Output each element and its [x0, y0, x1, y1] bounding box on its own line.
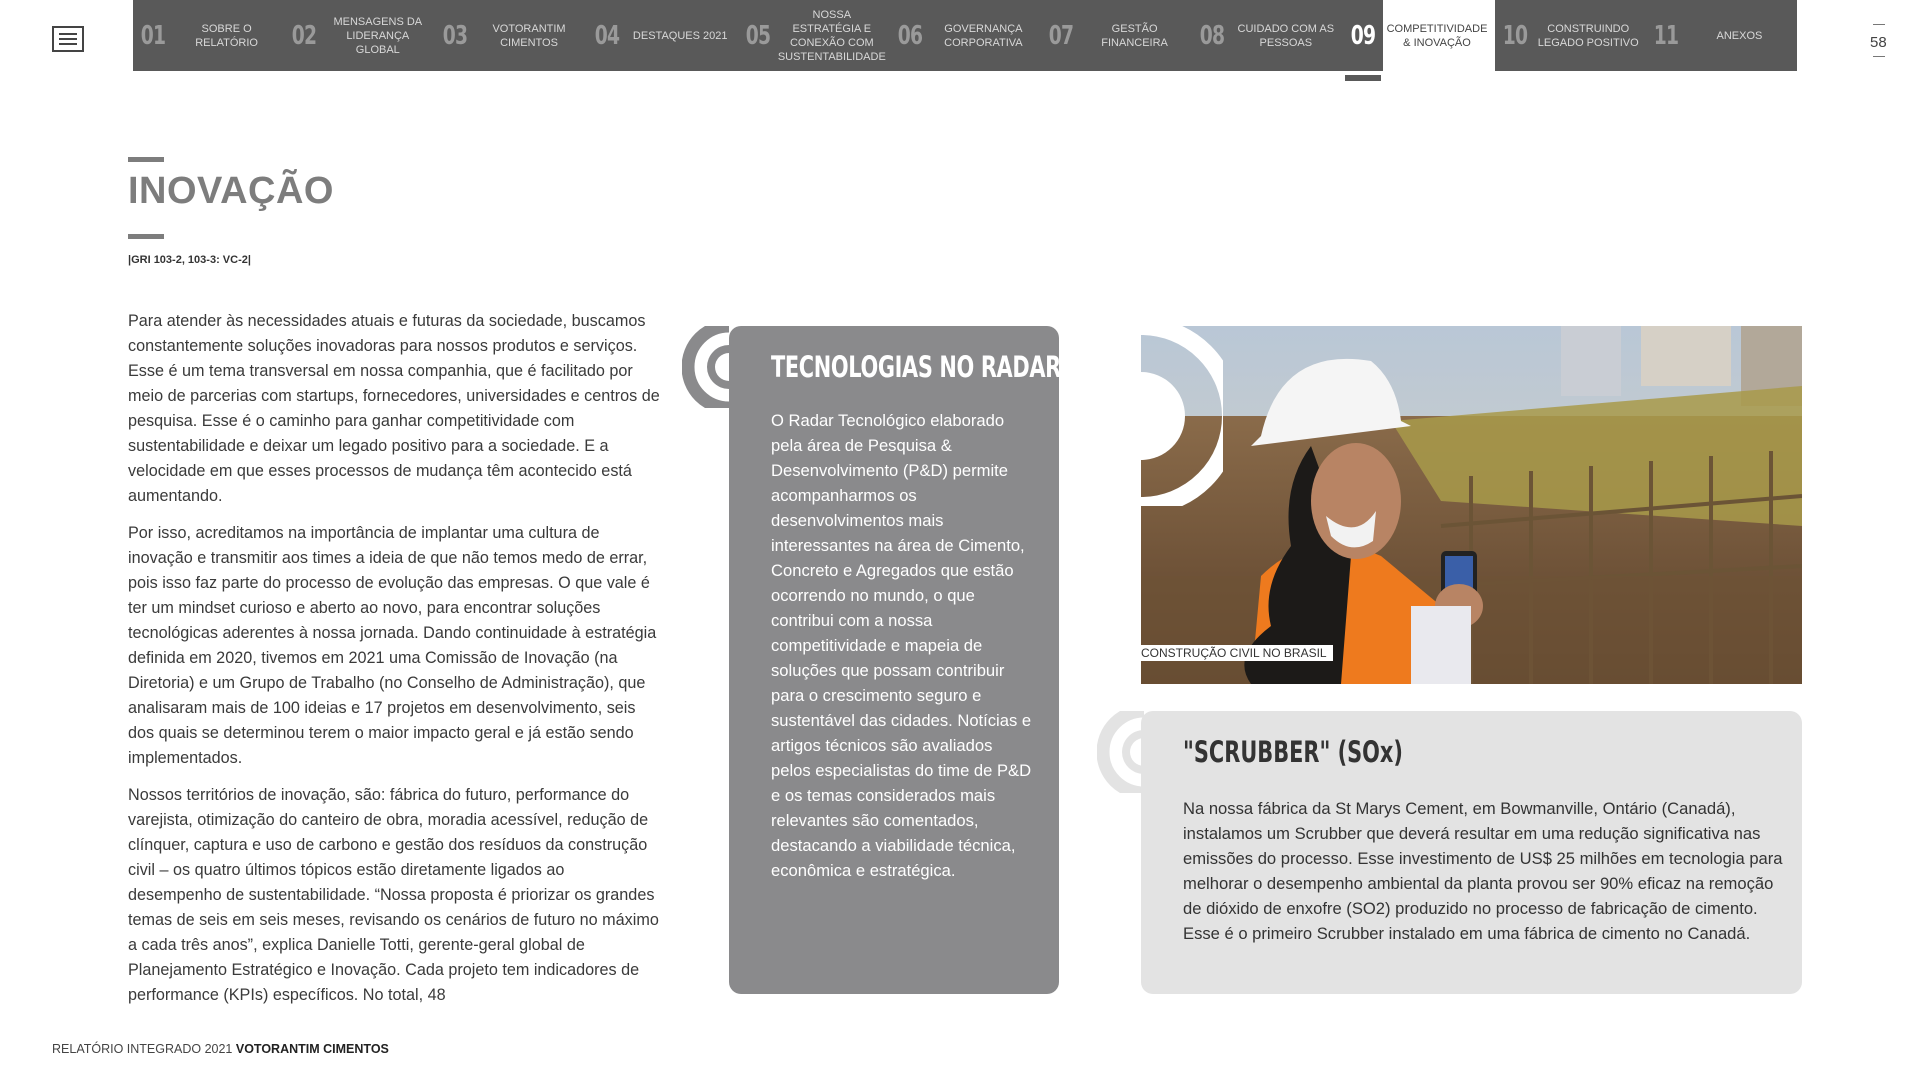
footer: [52, 1042, 389, 1056]
divider: [1873, 24, 1885, 25]
nav-number: 10: [1502, 20, 1527, 51]
nav-label: CUIDADO COM AS PESSOAS: [1237, 22, 1335, 49]
heading-rule: [128, 234, 164, 239]
photo-circle-icon: [1141, 326, 1223, 506]
footer-company: VOTORANTIM CIMENTOS: [235, 1042, 389, 1056]
divider: [1873, 56, 1885, 57]
gri-reference: |GRI 103-2, 103-3: VC-2|: [128, 254, 251, 266]
nav-item-03[interactable]: [435, 0, 586, 71]
sidebar-text: O Radar Tecnológico elaborado pela área de Pesquisa & Desenvolvimento (P&D) permite acompanharmos os desenvolvimentos mais interessantes na área de Cimento, Concreto e Agregados que estão ocorrendo no mundo, o que contribui com a nossa competitividade e mapeia de soluções que possam contribuir para o crescimento seguro e sustentável das cidades. Notícias e artigos técnicos são avaliados pelos especialistas do time de P&D e os temas considerados mais relevantes são comentados, destacando a viabilidade técnica, econômica e estratégica.: [771, 411, 1032, 880]
scrubber-text: Na nossa fábrica da St Marys Cement, em Bowmanville, Ontário (Canadá), instalamos um Scrubber que deverá resultar em uma redução significativa nas emissões do processo. Esse investimento de US$ 25 milhões em tecnologia para melhorar o desempenho ambiental da planta provou ser 90% eficaz na remoção de dióxido de enxofre (SO2) produzido no processo de fabricação de cimento. Esse é o primeiro Scrubber instalado em uma fábrica de cimento no Canadá.: [1183, 799, 1783, 943]
scrubber-box: [1141, 711, 1802, 994]
paragraph: Por isso, acreditamos na importância de implantar uma cultura de inovação e transmitir aos times a ideia de que não temos medo de errar, pois isso faz parte do processo de evolução das empresas. O que vale é ter um mindset curioso e aberto ao novo, para encontrar soluções tecnológicas aderentes à nossa jornada. Dando continuidade à estratégia definida em 2020, tivemos em 2021 uma Comissão de Inovação (na Diretoria) e um Grupo de Trabalho (no Conselho de Administração), que analisaram mais de 100 ideias e 17 projetos em desenvolvimento, seis dos quais se determinou terem o maior impacto geral e já estão sendo implementados.: [128, 524, 657, 767]
footer-report: RELATÓRIO INTEGRADO 2021: [52, 1042, 233, 1056]
nav-item-04[interactable]: [587, 0, 738, 71]
paragraph: Para atender às necessidades atuais e futuras da sociedade, buscamos constantemente soluções inovadoras para nossos produtos e serviços. Esse é um tema transversal em nossa companhia, que é facilitado por meio de parcerias com startups, fornecedores, universidades e centros de pesquisa. Esse é o caminho para ganhar competitividade com sustentabilidade e deixar um legado positivo para a sociedade. E a velocidade em que esses processos de mudança têm acontecido está aumentando.: [128, 312, 660, 505]
nav-label: MENSAGENS DA LIDERANÇA GLOBAL: [333, 15, 423, 56]
nav-label: SOBRE O RELATÓRIO: [195, 22, 258, 49]
nav-label: DESTAQUES 2021: [632, 29, 728, 42]
nav-item-08[interactable]: [1192, 0, 1343, 71]
nav-label: CONSTRUINDO LEGADO POSITIVO: [1537, 22, 1639, 49]
radar-sidebar: [729, 326, 1059, 994]
nav-label: GESTÃO FINANCEIRA: [1101, 22, 1168, 49]
nav-label: GOVERNANÇA CORPORATIVA: [944, 22, 1023, 49]
nav-label: COMPETITIVIDADE & INOVAÇÃO: [1383, 0, 1494, 71]
nav-number: 02: [291, 20, 317, 51]
page-title: INOVAÇÃO: [128, 170, 334, 212]
chapter-nav: [133, 0, 1797, 71]
nav-label: NOSSA ESTRATÉGIA E CONEXÃO COM SUSTENTABILIDADE: [777, 8, 886, 63]
nav-number: 09: [1351, 20, 1376, 51]
active-chapter-indicator: [1345, 75, 1381, 81]
nav-item-10[interactable]: [1495, 0, 1646, 71]
nav-item-02[interactable]: [284, 0, 435, 71]
nav-item-07[interactable]: [1041, 0, 1192, 71]
nav-item-06[interactable]: [890, 0, 1041, 71]
sidebar-title: TECNOLOGIAS NO RADAR: [771, 350, 1061, 384]
photo-caption: CONSTRUÇÃO CIVIL NO BRASIL: [1141, 645, 1333, 661]
nav-item-01[interactable]: [133, 0, 284, 71]
scrubber-title: "SCRUBBER" (SOx): [1183, 735, 1403, 769]
paragraph: Nossos territórios de inovação, são: fábrica do futuro, performance do varejista, otimização do canteiro de obra, moradia acessível, redução de clínquer, captura e uso de carbono e gestão dos resíduos da construção civil – os quatro últimos tópicos estão diretamente ligados ao desempenho de sustentabilidade. “Nossa proposta é priorizar os grandes temas de seis em seis meses, revisando os cenários de futuro no máximo a cada três anos”, explica Danielle Totti, gerente-geral global de Planejamento Estratégico e Inovação. Cada projeto tem indicadores de performance (KPIs) específicos. No total, 48: [128, 786, 659, 1004]
nav-number: 04: [594, 20, 619, 51]
body-text: [128, 309, 660, 1020]
nav-item-11[interactable]: [1646, 0, 1797, 71]
nav-label: VOTORANTIM CIMENTOS: [492, 22, 566, 49]
nav-item-05[interactable]: [738, 0, 890, 71]
nav-number: 08: [1199, 20, 1225, 51]
nav-item-09[interactable]: [1343, 0, 1494, 71]
photo-illustration: [1141, 326, 1802, 684]
nav-number: 05: [745, 20, 771, 51]
nav-number: 06: [897, 20, 923, 51]
heading-rule: [128, 157, 164, 162]
nav-number: 11: [1653, 20, 1679, 51]
menu-icon[interactable]: [52, 26, 84, 52]
nav-label: ANEXOS: [1716, 29, 1763, 42]
construction-photo: [1141, 326, 1802, 684]
nav-number: 03: [443, 20, 468, 51]
page-number: 58: [1870, 34, 1887, 51]
nav-number: 07: [1048, 20, 1074, 51]
nav-number: 01: [140, 20, 166, 51]
